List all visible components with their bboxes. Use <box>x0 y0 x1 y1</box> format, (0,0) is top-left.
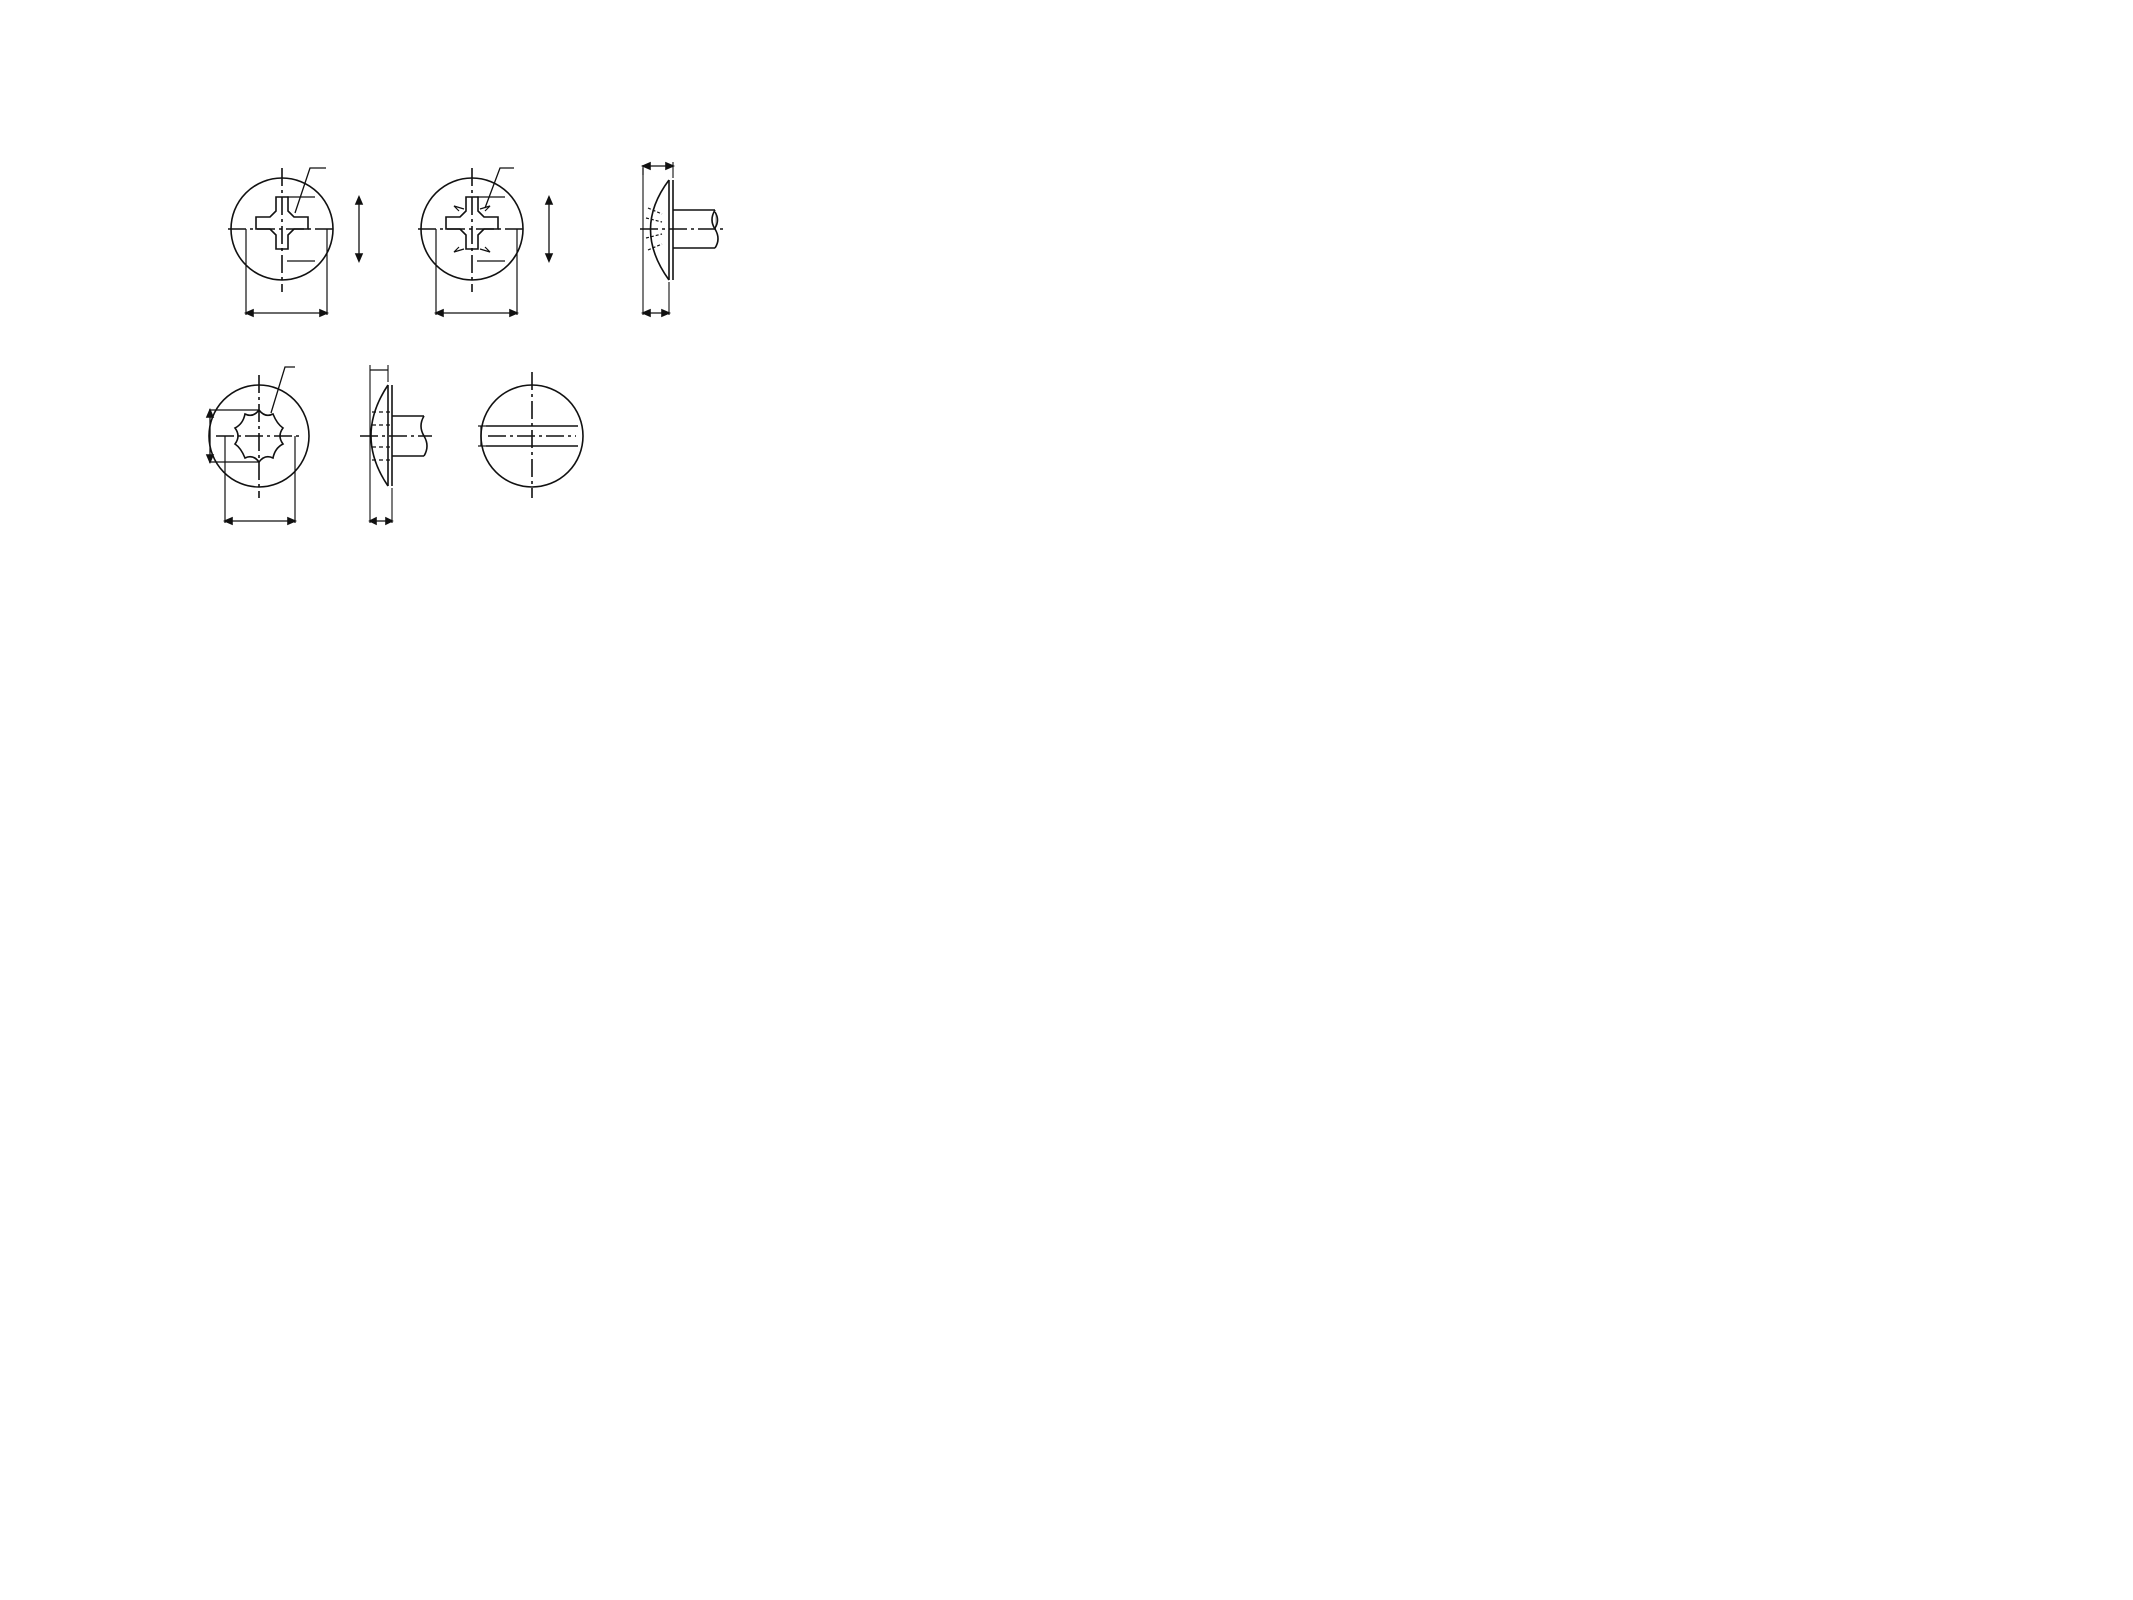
pozi-front-view <box>418 168 552 316</box>
slot-front-view <box>478 372 583 498</box>
technical-drawings <box>190 145 970 535</box>
phillips-front-view <box>228 168 362 316</box>
six-lobe-side-view <box>360 365 432 524</box>
six-lobe-front-view <box>207 367 309 524</box>
phillips-side-view <box>640 162 725 316</box>
